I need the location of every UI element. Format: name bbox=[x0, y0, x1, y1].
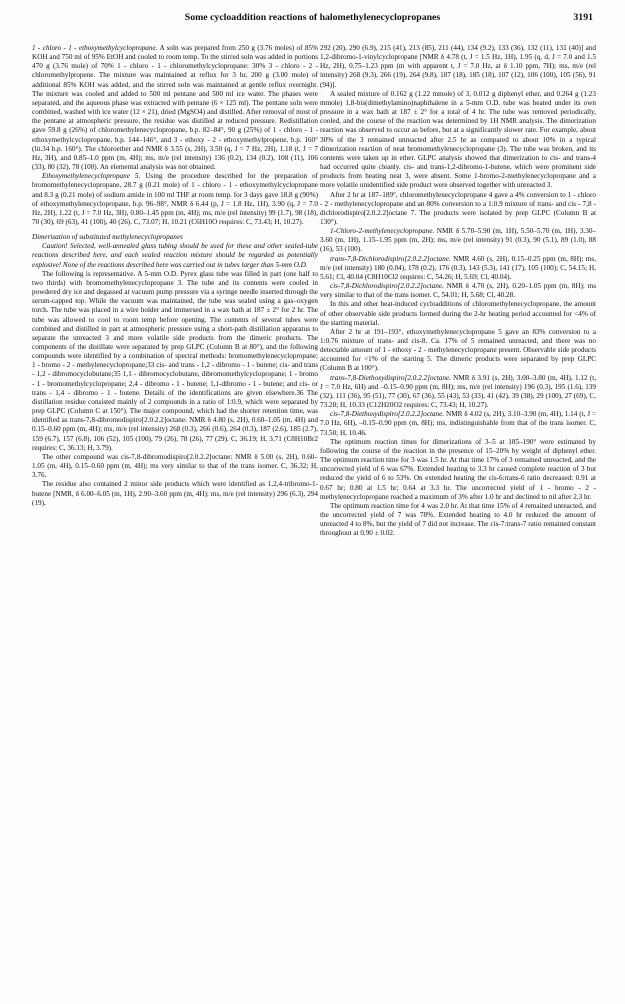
paragraph-sealed-mixture: A sealed mixture of 0.162 g (1.22 mmole) of 3, 0.012 g diphenyl ether, and 0.264 g (1.23 mmole) 1,8-bis(dimethylamino)naphthalene in a 5-mm O.D. tube was heated under its own pressure in a wax bath at 187 ± 2° for a total of 4 hr. The tube was removed periodically, cooled, and the course of the reaction was determined by 1H NMR analysis. The dimerization reaction was observed to occur as before, but at a significantly slower rate. For example, about 30% of the 3 remained unreacted after 2.5 hr as compared to about 10% in a typical dimerization reaction of neat bromomethylenecyclopropane (3). The tube was broken, and its contents were taken up in ether. GLPC analysis showed that dimerization to cis- and trans-4 had occurred quite cleanly. cis- and trans-1,2-dibromo-1-butene, which were prominent side products from heating neat 3, were absent. Some 1-bromo-2-methylenecyclopropane and a more volatile unidentified side product were observed together with unreacted 3. bbox=[320, 89, 596, 190]
right-column bbox=[320, 44, 596, 990]
paragraph-chloroethoxy bbox=[32, 44, 318, 172]
paragraph-text: NMR δ 3.91 (s, 2H), 3.00–3.80 (m, 4H), 1.12 (t, J = 7.0 Hz, 6H) and –0.15–0.90 ppm (m, 8H); ms, m/e (rel intensity) 196 (0.3), 195 (1.6), 139 (32), 111 (36), 95 (51), 77 (30), 67 (36), 55 (43), 53 (33), 41 (42), 39 (38), 29 (100), 27 (69), C, 73.28; H, 10.33 (C12H20O2 requires: C, 73.43; H, 10.27). bbox=[320, 373, 596, 410]
paragraph-side-products: In this and other heat-induced cycloadditions of chloromethylenecyclopropane, the amount of other observable side products formed during the 2-hr heating period accounted for <4% of the starting material. bbox=[320, 300, 596, 327]
compound-heading: cis-7,8-Dichlorodispiro[2.0.2.2]octane. bbox=[330, 282, 444, 291]
paragraph-compound bbox=[320, 410, 596, 437]
paragraph-compound bbox=[320, 227, 596, 254]
page-number: 3191 bbox=[573, 12, 593, 23]
paragraph-ethoxymethylene bbox=[32, 172, 318, 227]
paragraph-compound bbox=[320, 374, 596, 411]
paragraph-chloro-dimerization: After 2 hr at 187–189°, chloromethylenecyclopropane 4 gave a 4% conversion to 1 - chloro - 2 - methylenecyclopropane and an 80% conversion to a 1:0.9 mixture of trans- and cis - 7,8 - dichlorodispiro[2.0.2.2]octane 7. The products were isolated by prep GLPC (Column B at 130°). bbox=[320, 190, 596, 226]
compound-heading: trans-7,8-Dichlorodispiro[2.0.2.2]octane. bbox=[330, 254, 451, 263]
paragraph-text: NMR 4.60 (s, 2H), 0.15–0.25 ppm (m, 8H); ms, m/e (rel intensity) 180 (0.04), 178 (0.2), 176 (0.3), 143 (5.3), 141 (17), 105 (100); C, 54.15; H, 5.61; Cl, 40.04 (C8H10Cl2 requires: C, 54.26; H, 5.69; Cl, 40.04). bbox=[320, 254, 596, 281]
paragraph-cis-dibromo: The other compound was cis-7,8-dibromodispiro[2.0.2.2]octane: NMR δ 5.00 (s, 2H), 0.60–1.05 (m, 4H), 0.15–0.60 ppm (m, 4H); ms very similar to that of the trans isomer. C, 36.32; H, 3.76. bbox=[32, 452, 318, 480]
left-column bbox=[32, 44, 318, 990]
paragraph-compound bbox=[320, 282, 596, 300]
compound-heading: trans-7,8-Diethoxydispiro[2.0.2.2]octane. bbox=[330, 373, 451, 382]
paragraph-text: NMR δ 4.70 (s, 2H), 0.20–1.05 ppm (m, 8H); ms very similar to that of the trans isomer. C, 54.01; H, 5.68; Cl, 40.28. bbox=[320, 282, 596, 300]
paragraph-text: NMR δ 4.02 (s, 2H), 3.10–3.90 (m, 4H), 1.14 (t, J = 7.0 Hz, 6H), –0.15–0.90 ppm (m, 8H); ms, indistinguishable from that of the trans isomer. C, 73.50; H, 10.46. bbox=[320, 410, 596, 437]
paragraph-representative: The following is representative. A 5-mm O.D. Pyrex glass tube was filled in part (one half to two thirds) with bromomethylenecyclopropane 3. The tube and its contents were cooled in powdered dry ice and degassed at vacuum pump pressure via a syringe needle inserted through the serum-capped top. While the vacuum was maintained, the tube was sealed using a gas–oxygen torch. The tube was placed in a wire holder and immersed in a wax bath at 187 ± 2° for 2 hr. The tube was allowed to cool to room temp before opening. The contents of several tubes were combined and distilled in part at atmospheric pressure using a short-path distillation apparatus to separate the unreacted 3 and more volatile side products from the dimeric products. The components of the distillate were separated by prep GLPC (Column B at 80°), and the following compounds were identified by a combination of spectral methods: bromomethylenecyclopropane; 1 - bromo - 2 - methylenecyclopropane;33 cis- and trans - 1,2 - dibromo - 1 - butene; cis- and trans - 1,2 - dibromocyclobutane;35 1,1 - dibromocyclobutane, dibromomethylcyclopropane; 1 - bromo - 1 - bromomethylcyclopropane; 2,4 - dibromo - 1 - butene; 1,1-dibromo - 1 - butene; and cis- or trans - 1,4 - dibromo - 1 - butene. Details of the identifications are given elsewhere.36 The distillation residue consisted mainly of 2 compounds in a ratio of 1:0.9, which were separated by prep GLPC (Column C at 150°). The major compound, which had the shorter retention time, was identified as trans-7,8-dibromodispiro[2.0.2.2]octane: NMR δ 4.80 (s, 2H), 0.60–1.05 (m, 4H) and 0.15–0.60 ppm (m, 4H); ms, m/e (rel intensity) 268 (0.3), 266 (0.6), 264 (0.3), 187 (2.6), 185 (2.7), 159 (6.7), 157 (6.8), 106 (52), 105 (100), 79 (26), 78 (26), 77 (29). C, 36.19; H, 3.71 (C8H10Br2 requires: C, 36.13; H, 3.79). bbox=[32, 269, 318, 452]
paragraph-text: Using the procedure described for the preparation of bromomethylenecyclopropane, 28.7 g (0.21 mole) of 1 - chloro - 1 - ethoxymethylcyclopropane and 8.3 g (0.21 mole) of sodium amide in 100 ml THF at room temp. for 3 days gave 18.8 g (90%) of ethoxymethylenecyclopropane, b.p. 96–98°, NMR δ 6.44 (p, J = 1.8 Hz, 1H), 3.90 (q, J = 7.0 Hz, 2H), 1.22 (t, J = 7.0 Hz, 3H), 0.80–1.45 ppm (m, 4H); ms, m/e (rel intensity) 99 (1.7), 98 (18), 70 (30), 69 (63), 41 (100), 40 (26). C, 73.07; H, 10.21 (C6H10O requires: C, 73.43; H, 10.27). bbox=[32, 172, 318, 226]
compound-heading: Ethoxymethylenecyclopropane 5. bbox=[42, 172, 141, 181]
section-heading: Dimerization of substituted methylenecyclopropanes bbox=[32, 233, 183, 242]
caution-note: Caution! Selected, well-annealed glass tubing should be used for these and other sealed-tube reactions described here, and each sealed reaction mixture should be regarded as potentially explosive! None of the reactions described here was carried out in tubes larger than 5-mm O.D. bbox=[32, 242, 318, 269]
running-header bbox=[32, 10, 593, 26]
compound-heading: 1 - chloro - 1 - ethoxymethylcyclopropane. bbox=[32, 44, 158, 52]
running-title: Some cycloaddition reactions of halomethylenecyclopropanes bbox=[184, 12, 441, 23]
compound-heading: 1-Chloro-2-methylenecyclopropane. bbox=[330, 227, 435, 236]
compound-heading: cis-7,8-Diethoxydispiro[2.0.2.2]octane. bbox=[330, 410, 445, 419]
paragraph-continuation: 292 (20), 290 (6.9), 215 (41), 213 (85), 211 (44), 134 (9.2), 133 (36), 132 (11), 131 (40)] and 1,2-dibromo-1-vinylcyclopropane [NMR δ 4.78 (t, J = 1.5 Hz, 1H), 1.95 (q, d, J = 7.0 and 1.5 Hz, 2H), 0.75–1.23 ppm (m with apparent t, J = 7.0 Hz, at δ 1.10 ppm, 7H); ms, m/e (rel intensity) 268 (9.3), 266 (19), 264 (9.8), 187 (18), 185 (18), 107 (12), 106 (100), 105 (56), 91 (94)]. bbox=[320, 44, 596, 89]
paragraph-optimum-4: The optimum reaction time for 4 was 2.0 hr. At that time 15% of 4 remained unreacted, and the uncorrected yield of 7 was 78%. Extended heating to 4.0 hr reduced the amount of unreacted 4 to 8%, but the yield of 7 did not increase. The cis-7:trans-7 ratio remained constant throughout at 0.90 ± 0.02. bbox=[320, 501, 596, 538]
paragraph-ethoxy-dimerization: After 2 hr at 191–193°, ethoxymethylenecyclopropane 5 gave an 83% conversion to a 1:0.76 mixture of trans- and cis-8. Ca. 17% of 5 remained unreacted, and there was no detectable amount of 1 - ethoxy - 2 - methylenecyclopropane present. Observable side products accounted for <1% of the starting 5. The dimeric products were separated by prep GLPC (Column B at 100°). bbox=[320, 327, 596, 373]
paragraph-optimum-times: The optimum reaction times for dimerizations of 3–5 at 185–190° were estimated by following the course of the reaction in the presence of 15–20% by weight of diphenyl ether. The optimum reaction time for 3 was 1.5 hr. At that time 17% of 3 remained unreacted, and the uncorrected yield of 6 was 67%. Extended heating to 3.3 hr caused complete reaction of 3 but reduced the yield of 6 to 53%. On extended heating the cis-6:trans-6 ratio decreased: 0.91 at 0.67 hr; 0.80 at 1.5 hr; 0.64 at 3.3 hr. The uncorrected yield of 1 - bromo - 2 - methylenecyclopropane reached a maximum of 3% after 1.0 hr and declined to nil after 2.3 hr. bbox=[320, 437, 596, 501]
paragraph-text: A soln was prepared from 250 g (3.76 moles) of 85% KOH and 750 ml of 95% EtOH and cooled to room temp. To the stirred soln was added in portions 470 g (3.76 mole) of 70% 1 - chloro - 1 - chloromethylcyclopropane: 30% 3 - chloro - 2 - chloromethylpropene. The mixture was maintained at reflux for 3 hr, 200 g (3.00 mole) of additional 85% KOH was added, and the stirred soln was maintained at gentle reflux overnight. The mixture was cooled and added to 500 ml pentane and 500 ml ice water. The phases were separated, and the aqueous phase was extracted with pentane (6 × 125 ml). The pentane soln were combined, washed with ice water (12 × 21), dried (MgSO4) and distilled. After removal of most of the pentane at atmospheric pressure, the residue was distilled at reduced pressure. Redistillation gave 59.8 g (26%) of chloromethylenecyclopropane, b.p. 82–84°, 90 g (25%) of 1 - chloro - 1 - ethoxymethylcyclopropane, b.p. 144–146°, and 3 - ethoxy - 2 - ethoxymethylpropene, b.p. 160° (lit.34 b.p. 160°). The chloroether and NMR δ 3.55 (s, 2H), 3.50 (q, J = 7 Hz, 2H), 1.18 (t, J = 7 Hz, 3H), and 0.85–1.0 ppm (m, 4H); ms, m/e (rel intensity) 136 (0.2), 134 (0.2), 108 (11), 106 (33), 80 (32), 78 (100). An elemental analysis was not obtained. bbox=[32, 44, 318, 172]
paragraph-text: NMR δ 5.70–5.90 (m, 1H), 5.50–5.70 (m, 1H), 3.30–3.60 (m, 1H), 1.15–1.95 ppm (m, 2H); ms, m/e (rel intensity) 91 (0.3), 90 (5.1), 89 (1.0), 88 (16), 53 (100). bbox=[320, 227, 596, 254]
paragraph-compound bbox=[320, 255, 596, 282]
paragraph-residue: The residue also contained 2 minor side products which were identified as 1,2,4-tribromo-1-butene [NMR, δ 6.00–6.05 (m, 1H), 2.90–3.60 ppm (m, 4H); ms, m/e (rel intensity) 296 (6.3), 294 (19), bbox=[32, 480, 318, 507]
